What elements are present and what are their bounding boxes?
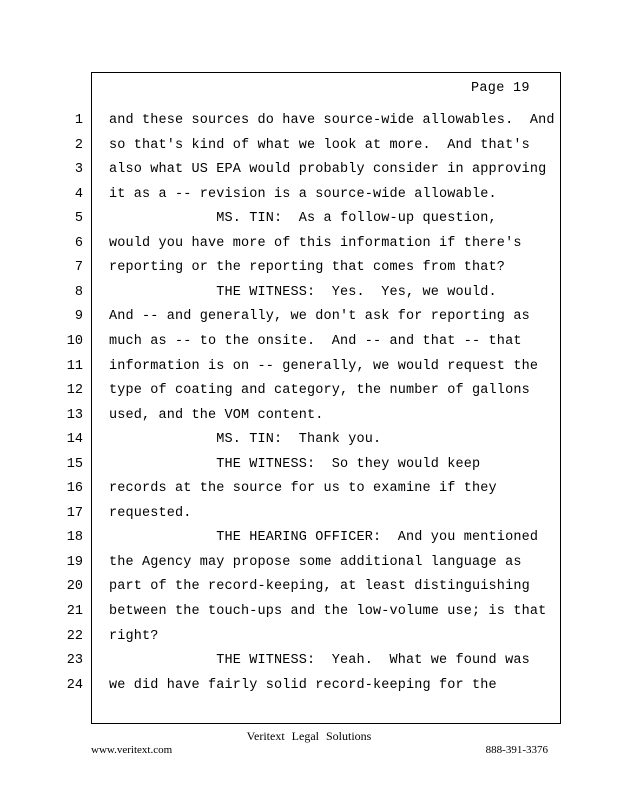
line-number: 16 [66, 481, 83, 496]
transcript-line: THE HEARING OFFICER: And you mentioned [109, 530, 539, 545]
transcript-line: reporting or the reporting that comes from that? [109, 260, 506, 275]
transcript-line: so that's kind of what we look at more. And that's [109, 138, 530, 153]
transcript-line: records at the source for us to examine if they [109, 481, 497, 496]
line-number: 21 [66, 604, 83, 619]
transcript-line: information is on -- generally, we would request the [109, 359, 539, 374]
transcript-line: THE WITNESS: So they would keep [109, 457, 481, 472]
line-number: 19 [66, 555, 83, 570]
transcript-line: MS. TIN: Thank you. [109, 432, 382, 447]
transcript-line: THE WITNESS: Yeah. What we found was [109, 653, 530, 668]
line-number: 14 [66, 432, 83, 447]
line-number: 6 [74, 236, 83, 251]
transcript-line: much as -- to the onsite. And -- and that -- that [109, 334, 522, 349]
transcript-line: and these sources do have source-wide allowables. And [109, 113, 555, 128]
transcript-line: between the touch-ups and the low-volume use; is that [109, 604, 547, 619]
transcript-line: right? [109, 629, 159, 644]
line-number: 9 [74, 309, 83, 324]
transcript-line: also what US EPA would probably consider in approving [109, 162, 547, 177]
transcript-line: would you have more of this information if there's [109, 236, 522, 251]
transcript-line: requested. [109, 506, 192, 521]
line-number: 11 [66, 359, 83, 374]
line-number: 3 [74, 162, 83, 177]
line-number: 4 [74, 187, 83, 202]
page-number: Page 19 [471, 81, 530, 96]
line-number: 22 [66, 629, 83, 644]
line-number: 12 [66, 383, 83, 398]
footer-company: Veritext Legal Solutions [246, 729, 372, 743]
line-number: 2 [74, 138, 83, 153]
line-number: 18 [66, 530, 83, 545]
line-number: 23 [66, 653, 83, 668]
line-number: 17 [66, 506, 83, 521]
footer-phone: 888-391-3376 [485, 744, 548, 756]
line-number: 15 [66, 457, 83, 472]
footer-website: www.veritext.com [91, 744, 173, 756]
line-number: 8 [74, 285, 83, 300]
line-number: 7 [74, 260, 83, 275]
line-number: 24 [66, 678, 83, 693]
transcript-line: we did have fairly solid record-keeping for the [109, 678, 497, 693]
line-number: 1 [74, 113, 83, 128]
transcript-line: part of the record-keeping, at least distinguishing [109, 579, 530, 594]
transcript-line: type of coating and category, the number of gallons [109, 383, 530, 398]
transcript-line: MS. TIN: As a follow-up question, [109, 211, 497, 226]
line-number: 20 [66, 579, 83, 594]
transcript-line: THE WITNESS: Yes. Yes, we would. [109, 285, 497, 300]
transcript-line: used, and the VOM content. [109, 408, 324, 423]
line-number: 10 [66, 334, 83, 349]
transcript-line: And -- and generally, we don't ask for reporting as [109, 309, 530, 324]
transcript-line: it as a -- revision is a source-wide allowable. [109, 187, 497, 202]
line-number: 13 [66, 408, 83, 423]
line-number: 5 [74, 211, 83, 226]
transcript-line: the Agency may propose some additional language as [109, 555, 522, 570]
